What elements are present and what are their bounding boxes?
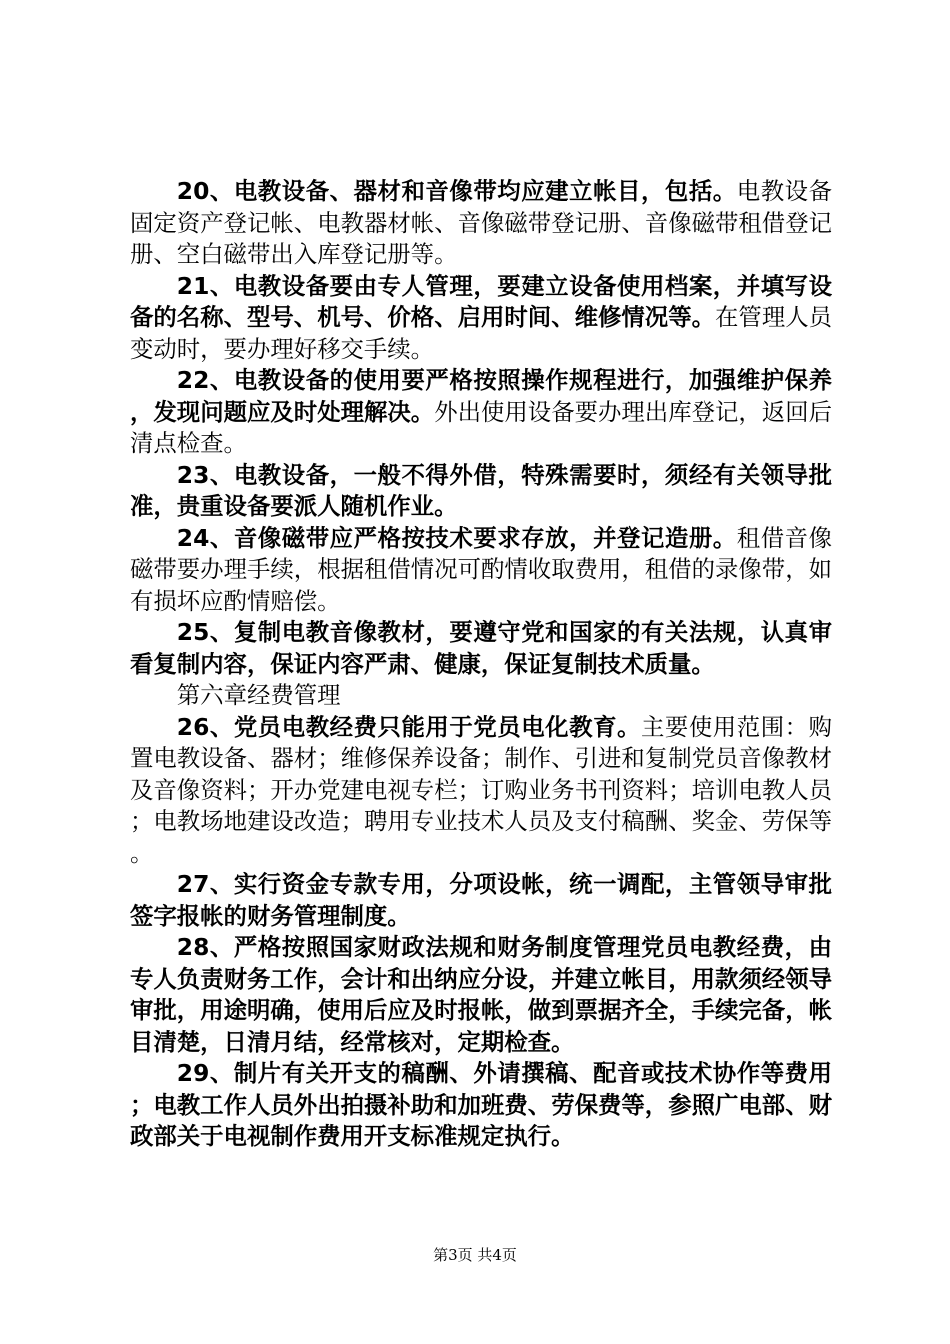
section-heading: 第六章经费管理 <box>176 681 341 709</box>
page-number-footer: 第3页 共4页 <box>433 1246 517 1264</box>
paragraph-22 <box>130 365 832 460</box>
paragraph-20-bold: 20、电教设备、器材和音像带均应建立帐目，包括。 <box>176 177 737 205</box>
paragraph-20-normal: 电教设备固定资产登记帐、电教器材帐、音像磁带登记册、音像磁带租借登记册、空白磁带出入库登记册等。 <box>130 177 832 268</box>
paragraph-29-bold: 29、制片有关开支的稿酬、外请撰稿、配音或技术协作等费用；电教工作人员外出拍摄补助和加班费、劳保费等，参照广电部、财政部关于电视制作费用开支标准规定执行。 <box>130 1059 832 1150</box>
paragraph-23 <box>130 460 832 523</box>
paragraph-27 <box>130 869 832 932</box>
paragraph-24 <box>130 523 832 618</box>
paragraph-26-normal: 主要使用范围：购置电教设备、器材；维修保养设备；制作、引进和复制党员音像教材及音像资料；开办党建电视专栏；订购业务书刊资料；培训电教人员；电教场地建设改造；聘用专业技术人员及支付稿酬、奖金、劳保等。 <box>130 712 832 867</box>
paragraph-28-bold: 28、严格按照国家财政法规和财务制度管理党员电教经费，由专人负责财务工作，会计和出纳应分设，并建立帐目，用款须经领导审批，用途明确，使用后应及时报帐，做到票据齐全，手续完备，帐目清楚，日清月结，经常核对，定期检查。 <box>130 933 832 1056</box>
paragraph-28 <box>130 932 832 1058</box>
paragraph-25 <box>130 617 832 680</box>
paragraph-21-normal: 在管理人员变动时，要办理好移交手续。 <box>130 303 833 363</box>
paragraph-29 <box>130 1058 832 1153</box>
paragraph-21 <box>130 271 832 366</box>
paragraph-24-bold: 24、音像磁带应严格按技术要求存放，并登记造册。 <box>176 523 737 552</box>
paragraph-26-bold: 26、党员电教经费只能用于党员电化教育。 <box>176 712 641 741</box>
paragraph-20 <box>130 176 832 271</box>
paragraph-27-bold: 27、实行资金专款专用，分项设帐，统一调配，主管领导审批签字报帐的财务管理制度。 <box>130 870 832 930</box>
paragraph-22-bold: 22、电教设备的使用要严格按照操作规程进行，加强维护保养，发现问题应及时处理解决。 <box>130 366 832 426</box>
document-body <box>130 176 832 1153</box>
paragraph-21-bold: 21、电教设备要由专人管理，要建立设备使用档案，并填写设备的名称、型号、机号、价格、启用时间、维修情况等。 <box>130 271 832 331</box>
paragraph-25-bold: 25、复制电教音像教材，要遵守党和国家的有关法规，认真审看复制内容，保证内容严肃、健康，保证复制技术质量。 <box>130 618 832 678</box>
paragraph-22-normal: 外出使用设备要办理出库登记，返回后清点检查。 <box>130 397 832 457</box>
paragraph-24-normal: 租借音像磁带要办理手续，根据租借情况可酌情收取费用，租借的录像带，如有损坏应酌情赔偿。 <box>130 523 832 615</box>
paragraph-26 <box>130 712 832 870</box>
paragraph-23-bold: 23、电教设备，一般不得外借，特殊需要时，须经有关领导批准，贵重设备要派人随机作业。 <box>130 460 832 520</box>
